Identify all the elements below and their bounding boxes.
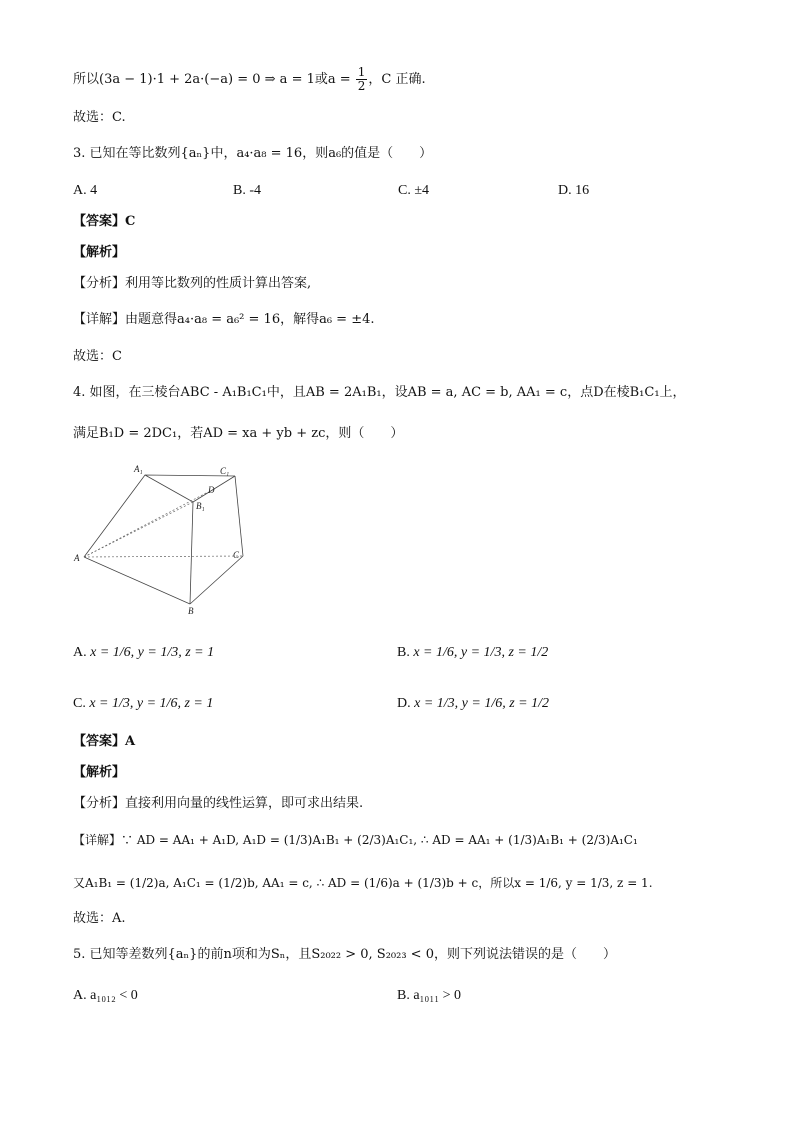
q4-stem-line1: 4. 如图，在三棱台ABC - A₁B₁C₁中，且AB = 2A₁B₁，设AB = a, AC = b, AA₁ = c，点D在棱B₁C₁上， <box>73 385 686 400</box>
q4-option-c-letter: C. <box>73 696 86 711</box>
q4-option-c-text: x = 1/3, y = 1/6, z = 1 <box>89 696 214 711</box>
label-a1: A₁ <box>134 464 143 474</box>
q3-option-b: B. -4 <box>233 183 261 198</box>
fraction-half: $\frac{1}{2}$ <box>357 65 366 93</box>
q4-option-b-text: x = 1/6, y = 1/3, z = 1/2 <box>413 645 549 660</box>
q4-jiexi: 【解析】 <box>73 765 126 780</box>
q3-analysis: 【分析】利用等比数列的性质计算出答案, <box>73 276 312 291</box>
q3-option-d: D. 16 <box>558 183 590 198</box>
edge-b-c <box>190 556 243 604</box>
label-b1: B₁ <box>196 501 205 511</box>
q4-option-d <box>397 694 549 714</box>
label-c1: C₁ <box>220 466 230 476</box>
q4-option-a-letter: A. <box>73 645 87 660</box>
q4-option-b <box>397 643 548 663</box>
q3-detail: 【详解】由题意得a₄·a₈ = a₆² = 16，解得a₆ = ±4. <box>73 312 375 327</box>
q5-option-b: B. a₁₀₁₁ > 0 <box>397 988 461 1003</box>
label-c: C <box>233 550 240 560</box>
q4-option-a-text: x = 1/6, y = 1/3, z = 1 <box>90 645 215 660</box>
edge-a-c-hidden <box>84 556 243 557</box>
edge-c1-c <box>235 476 243 556</box>
q3-option-a: A. 4 <box>73 183 98 198</box>
q4-option-a <box>73 643 214 663</box>
edge-a1-b1 <box>145 475 193 502</box>
q3-jiexi: 【解析】 <box>73 245 126 260</box>
conclusion-text: 所以(3a − 1)·1 + 2a·(−a) = 0 ⇒ a = 1或a = <box>73 72 355 87</box>
q4-answer: 【答案】A <box>73 734 136 749</box>
frustum-figure <box>70 460 250 620</box>
q4-detail-line1: 【详解】∵ AD = AA₁ + A₁D, A₁D = (1/3)A₁B₁ + (2/3)A₁C₁, ∴ AD = AA₁ + (1/3)A₁B₁ + (2/3)A₁C₁ <box>73 833 638 847</box>
q4-option-d-letter: D. <box>397 696 411 711</box>
q3-choose: 故选：C <box>73 349 122 364</box>
conclusion-tail: ，C 正确. <box>368 72 426 87</box>
edge-a-b <box>84 557 190 604</box>
q3-answer: 【答案】C <box>73 214 136 229</box>
q4-choose: 故选：A. <box>73 911 126 926</box>
q4-detail-line2: 又A₁B₁ = (1/2)a, A₁C₁ = (1/2)b, AA₁ = c, ∴ AD = (1/6)a + (1/3)b + c，所以x = 1/6, y = 1/3, z = 1. <box>73 876 653 890</box>
q4-option-d-text: x = 1/3, y = 1/6, z = 1/2 <box>414 696 550 711</box>
choice-result-prev: 故选：C. <box>73 110 126 125</box>
q4-option-c <box>73 694 213 714</box>
q4-option-b-letter: B. <box>397 645 410 660</box>
q5-option-a: A. a₁₀₁₂ < 0 <box>73 988 138 1003</box>
q3-stem: 3. 已知在等比数列{aₙ}中，a₄·a₈ = 16，则a₆的值是（ ） <box>73 146 433 161</box>
q4-stem-line2: 满足B₁D = 2DC₁，若AD = xa + yb + zc，则（ ） <box>73 426 404 441</box>
label-a: A <box>74 553 80 563</box>
label-b: B <box>188 606 194 616</box>
q3-option-c: C. ±4 <box>398 183 430 198</box>
frustum-diagram <box>70 460 250 620</box>
edge-b1-b <box>190 502 193 604</box>
edge-a-b1-hidden <box>84 502 193 557</box>
label-d: D <box>208 485 215 495</box>
q4-analysis: 【分析】直接利用向量的线性运算，即可求出结果. <box>73 796 364 811</box>
text-line-conclusion <box>73 66 426 93</box>
q5-stem: 5. 已知等差数列{aₙ}的前n项和为Sₙ，且S₂₀₂₂ > 0, S₂₀₂₃ < 0，则下列说法错误的是（ ） <box>73 947 616 962</box>
